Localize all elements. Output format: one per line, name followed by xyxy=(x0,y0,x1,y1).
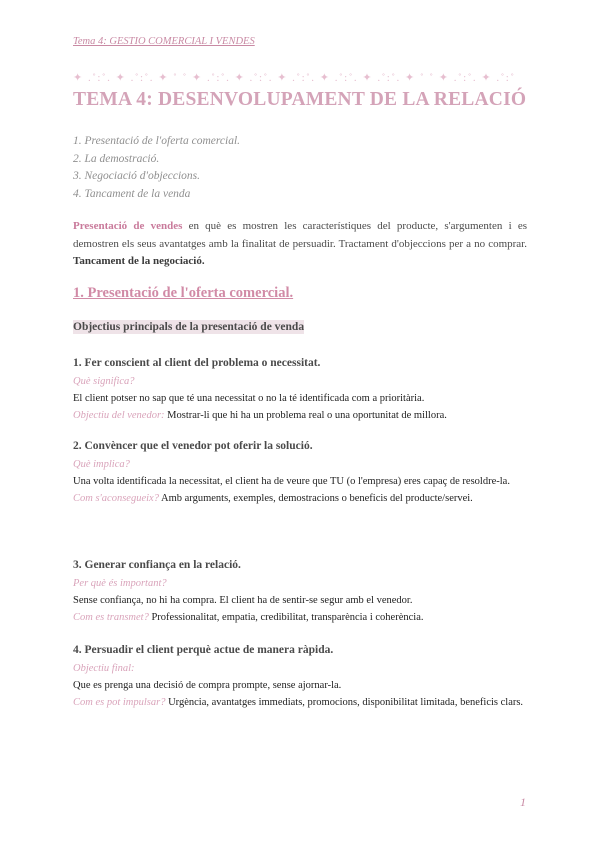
objective-text xyxy=(73,694,527,711)
objective-text xyxy=(73,490,527,507)
objective-title: 3. Generar confiança en la relació. xyxy=(73,559,241,571)
objective-title: 4. Persuadir el client perquè actue de manera ràpida. xyxy=(73,644,334,656)
objective-answer: Amb arguments, exemples, demostracions o beneficis del producte/servei. xyxy=(158,492,473,504)
objective-question: Com s'aconsegueix? xyxy=(73,492,159,504)
objective-block xyxy=(73,355,527,424)
objective-answer: Mostrar-li que hi ha un problema real o una oportunitat de millora. xyxy=(164,409,447,421)
objective-answer: Professionalitat, empatia, credibilitat, transparència i coherència. xyxy=(148,611,424,623)
objective-block xyxy=(73,557,527,626)
objective-text xyxy=(73,609,527,626)
toc-item: 1. Presentació de l'oferta comercial. xyxy=(73,135,241,147)
intro-paragraph xyxy=(73,218,527,271)
page-header: Tema 4: GESTIO COMERCIAL I VENDES xyxy=(73,36,255,47)
toc-item: 3. Negociació d'objeccions. xyxy=(73,170,201,182)
intro-highlight: Presentació de vendes xyxy=(73,220,183,232)
intro-text: en què es mostren les característiques del producte, s'argumenten i es demostren els seus avantatges amb la finalitat de persuadir. Tractament d'objeccions per a no comprar. xyxy=(73,220,527,250)
page-title: TEMA 4: DESENVOLUPAMENT DE LA RELACIÓ xyxy=(73,89,527,110)
objective-text: Sense confiança, no hi ha compra. El client ha de sentir-se segur amb el venedor. xyxy=(73,594,413,606)
objective-text: Que es prenga una decisió de compra prompte, sense ajornar-la. xyxy=(73,679,342,691)
decorative-stars: ✦ .˚:˚. ✦ .˚:˚. ✦ ˚ ˚ ✦ .˚:˚. ✦ .˚:˚. ✦ .˚:˚. ✦ .˚:˚. ✦ .˚:˚. ✦ ˚ ˚ ✦ .˚:˚. ✦ .˚:˚ xyxy=(73,72,516,84)
section-heading: 1. Presentació de l'oferta comercial. xyxy=(73,285,294,301)
objective-question: Objectiu del venedor: xyxy=(73,409,165,421)
objective-text xyxy=(73,407,527,424)
objective-question: Què implica? xyxy=(73,458,130,470)
toc-item: 2. La demostració. xyxy=(73,152,160,165)
objective-question: Per què és important? xyxy=(73,577,167,589)
toc-item: 4. Tancament de la venda xyxy=(73,187,191,200)
objective-text: El client potser no sap que té una necessitat o no la té identificada com a prioritària. xyxy=(73,392,425,404)
objective-title: 2. Convèncer que el venedor pot oferir la solució. xyxy=(73,440,313,452)
objective-block xyxy=(73,642,527,711)
objective-title: 1. Fer conscient al client del problema o necessitat. xyxy=(73,357,321,369)
page-number: 1 xyxy=(520,795,526,809)
objective-question: Objectiu final: xyxy=(73,662,135,674)
objective-question: Què significa? xyxy=(73,375,135,387)
objective-block xyxy=(73,438,527,507)
section-subheading: Objectius principals de la presentació de venda xyxy=(73,321,305,333)
table-of-contents xyxy=(73,133,240,203)
objective-answer: Urgència, avantatges immediats, promocions, disponibilitat limitada, beneficis clars. xyxy=(165,696,524,708)
objective-question: Com es pot impulsar? xyxy=(73,696,166,708)
intro-bold: Tancament de la negociació. xyxy=(73,255,205,267)
objective-text: Una volta identificada la necessitat, el client ha de veure que TU (o l'empresa) eres capaç de resoldre-la. xyxy=(73,475,510,487)
objective-question: Com es transmet? xyxy=(73,611,149,623)
